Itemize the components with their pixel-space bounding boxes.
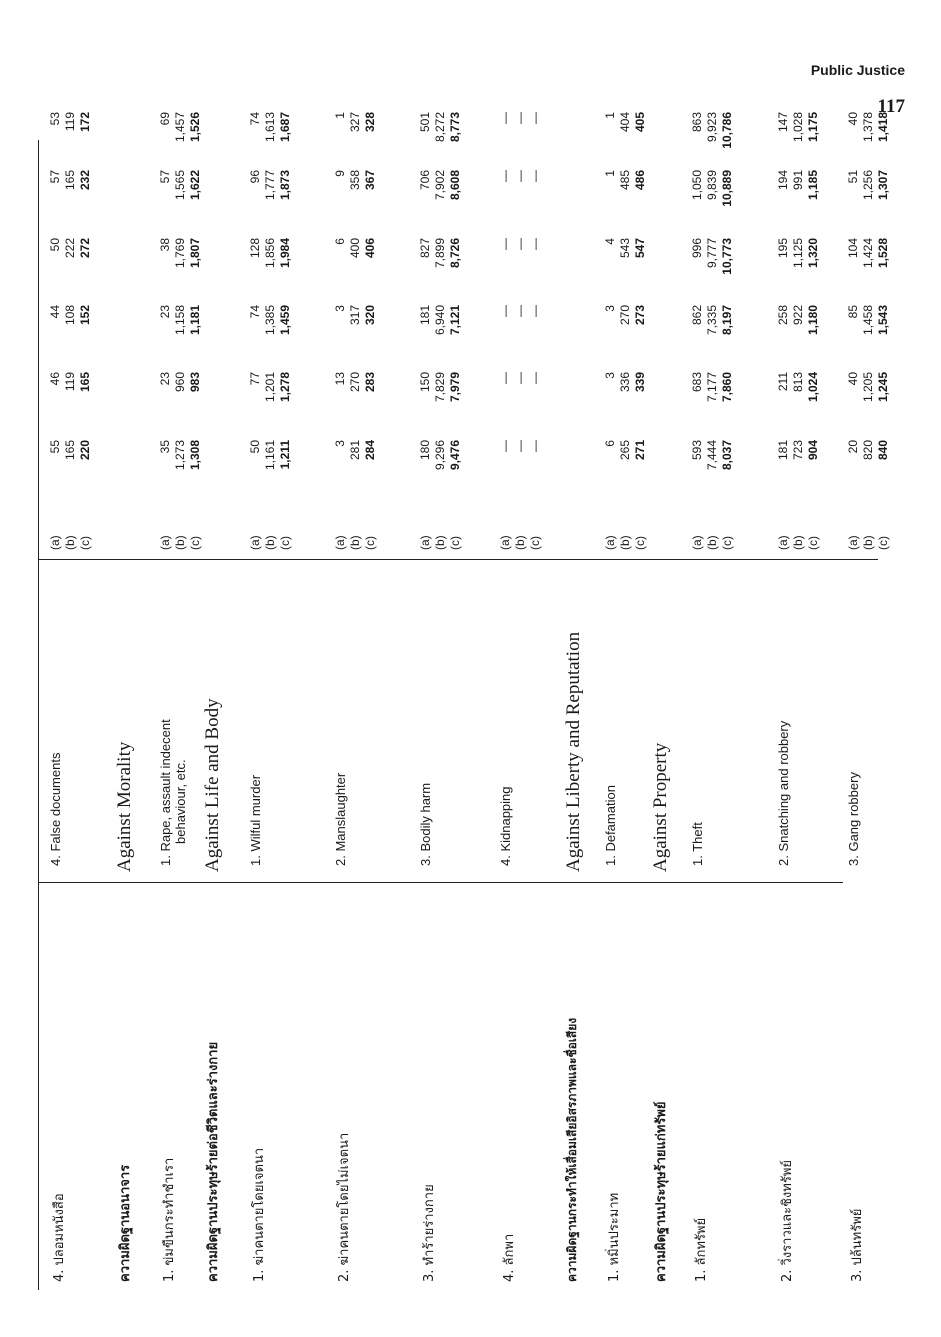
value-a: 1 (603, 112, 617, 119)
row-label-english: 1. Defamation (603, 785, 618, 866)
value-b: 1,125 (791, 238, 805, 269)
sublabel-c: (c) (448, 536, 462, 550)
value-a: 40 (846, 112, 860, 126)
value-total: 1,211 (278, 440, 292, 470)
values-col-6 (846, 112, 891, 182)
heading-thai: ความผิดฐานอนาจาร (118, 1164, 133, 1282)
values-col-4 (158, 238, 203, 318)
value-total: — (528, 112, 542, 124)
heading-english: Against Liberty and Reputation (563, 631, 584, 872)
value-b: 108 (63, 305, 77, 326)
value-b: 1,457 (173, 112, 187, 143)
value-b: 9,296 (433, 440, 447, 471)
values-col-6 (690, 112, 735, 182)
value-b: 543 (618, 238, 632, 259)
value-a: 181 (418, 305, 432, 326)
value-b: 9,777 (705, 238, 719, 269)
table-top-rule (38, 140, 39, 1290)
row-label-english: 4. Kidnapping (498, 786, 513, 866)
value-a: 96 (248, 170, 262, 184)
statistics-table (38, 112, 890, 1290)
value-b: 7,444 (705, 440, 719, 471)
sublabel-a: (a) (418, 535, 432, 550)
value-a: 51 (846, 170, 860, 184)
row-sublabels (158, 520, 203, 550)
value-a: 53 (48, 112, 62, 126)
value-total: 406 (363, 238, 377, 259)
value-b: 991 (791, 170, 805, 191)
value-b: 922 (791, 305, 805, 326)
value-b: 1,856 (263, 238, 277, 269)
value-a: 863 (690, 112, 704, 133)
value-a: 3 (333, 305, 347, 312)
value-a: 3 (603, 372, 617, 379)
value-total: 8,037 (720, 440, 734, 471)
value-b: 1,256 (861, 170, 875, 201)
value-a: 258 (776, 305, 790, 326)
sublabel-c: (c) (633, 536, 647, 550)
sublabel-a: (a) (158, 535, 172, 550)
value-total: 1,175 (806, 112, 820, 143)
value-a: 593 (690, 440, 704, 461)
value-a: 46 (48, 372, 62, 386)
sublabel-a: (a) (690, 535, 704, 550)
heading-english: Against Property (650, 742, 671, 872)
value-total: 10,786 (720, 112, 734, 149)
values-col-6 (158, 112, 203, 182)
value-a: 1,050 (690, 170, 704, 201)
value-a: — (498, 305, 512, 317)
value-a: 4 (603, 238, 617, 245)
values-col-5 (48, 170, 93, 250)
value-b: 7,902 (433, 170, 447, 201)
sublabel-a: (a) (776, 535, 790, 550)
value-b: — (513, 238, 527, 250)
value-a: 996 (690, 238, 704, 259)
value-a: 74 (248, 305, 262, 319)
values-col-4 (418, 238, 463, 318)
value-a: 150 (418, 372, 432, 393)
value-b: 9,839 (705, 170, 719, 201)
value-b: 1,565 (173, 170, 187, 201)
row-label-english: 3. Bodily harm (418, 782, 433, 866)
sublabel-b: (b) (705, 535, 719, 550)
value-a: — (498, 238, 512, 250)
row-label-thai: 4. ลักพา (502, 1233, 517, 1282)
value-a: 181 (776, 440, 790, 461)
row-label-thai: 1. ข่มขืนกระทำชำเรา (162, 1157, 177, 1282)
value-b: — (513, 112, 527, 124)
value-total: 1,418 (876, 112, 890, 143)
value-a: 69 (158, 112, 172, 126)
value-total: 1,320 (806, 238, 820, 269)
sublabel-b: (b) (173, 535, 187, 550)
value-total: 152 (78, 305, 92, 326)
values-col-4 (690, 238, 735, 318)
value-b: 1,424 (861, 238, 875, 269)
value-total: 1,024 (806, 372, 820, 403)
sublabel-b: (b) (348, 535, 362, 550)
value-total: 8,773 (448, 112, 462, 143)
value-total: 1,185 (806, 170, 820, 201)
row-label-thai: 1. ฆ่าคนตายโดยเจตนา (252, 1147, 267, 1282)
value-b: 281 (348, 440, 362, 461)
sublabel-a: (a) (248, 535, 262, 550)
value-a: 35 (158, 440, 172, 454)
value-b: 1,613 (263, 112, 277, 143)
value-total: 1,181 (188, 305, 202, 336)
value-a: 6 (603, 440, 617, 447)
row-sublabels (690, 520, 735, 550)
value-total: 1,180 (806, 305, 820, 336)
value-total: 1,245 (876, 372, 890, 403)
row-label-english: 1. Wilful murder (248, 774, 263, 866)
values-col-6 (333, 112, 378, 182)
value-b: 270 (348, 372, 362, 393)
value-b: 820 (861, 440, 875, 461)
value-a: 706 (418, 170, 432, 191)
value-total: — (528, 440, 542, 452)
value-b: 1,777 (263, 170, 277, 201)
heading-english: Against Morality (114, 741, 135, 872)
sublabel-c: (c) (363, 536, 377, 550)
value-total: 7,860 (720, 372, 734, 403)
row-sublabels (498, 520, 543, 550)
value-a: 180 (418, 440, 432, 461)
value-b: 1,201 (263, 372, 277, 403)
value-total: — (528, 170, 542, 182)
value-a: 3 (603, 305, 617, 312)
value-total: 328 (363, 112, 377, 133)
row-label-english (158, 719, 188, 866)
value-a: 147 (776, 112, 790, 133)
value-b: 960 (173, 372, 187, 393)
value-a: — (498, 170, 512, 182)
values-col-4 (333, 238, 378, 318)
values-col-1 (418, 440, 463, 520)
value-b: 222 (63, 238, 77, 259)
sublabel-b: (b) (513, 535, 527, 550)
value-a: 9 (333, 170, 347, 177)
value-total: 320 (363, 305, 377, 326)
sublabel-b: (b) (861, 535, 875, 550)
value-total: 367 (363, 170, 377, 191)
value-b: 6,940 (433, 305, 447, 336)
value-b: 8,272 (433, 112, 447, 143)
values-col-6 (418, 112, 463, 182)
value-b: 317 (348, 305, 362, 326)
value-a: 57 (48, 170, 62, 184)
value-a: — (498, 112, 512, 124)
value-a: 1 (333, 112, 347, 119)
value-total: — (528, 305, 542, 317)
value-a: 74 (248, 112, 262, 126)
sublabel-c: (c) (78, 536, 92, 550)
row-label-thai: 3. ทำร้ายร่างกาย (422, 1184, 437, 1282)
values-col-4 (248, 238, 293, 318)
values-col-6 (498, 112, 543, 182)
value-total: 8,197 (720, 305, 734, 336)
value-b: 1,161 (263, 440, 277, 471)
sublabel-b: (b) (791, 535, 805, 550)
row-label-thai: 2. ฆ่าคนตายโดยไม่เจตนา (337, 1132, 352, 1282)
value-b: 7,899 (433, 238, 447, 269)
sublabel-c: (c) (278, 536, 292, 550)
value-b: — (513, 440, 527, 452)
sublabel-b: (b) (433, 535, 447, 550)
value-b: 1,205 (861, 372, 875, 403)
sublabel-b: (b) (63, 535, 77, 550)
values-col-1 (248, 440, 293, 520)
value-b: 7,335 (705, 305, 719, 336)
value-total: 339 (633, 372, 647, 393)
row-sublabels (776, 520, 821, 550)
value-a: 862 (690, 305, 704, 326)
value-b: 1,273 (173, 440, 187, 471)
value-b: 327 (348, 112, 362, 133)
value-a: 23 (158, 372, 172, 386)
value-b: 1,458 (861, 305, 875, 336)
value-total: 405 (633, 112, 647, 133)
values-col-1 (158, 440, 203, 520)
value-total: 232 (78, 170, 92, 191)
row-label-english-line1: 1. Rape, assault indecent (158, 719, 173, 866)
column-rule-thai-english (38, 882, 843, 883)
sublabel-a: (a) (333, 535, 347, 550)
column-rule-labels-values (38, 559, 878, 560)
value-b: 723 (791, 440, 805, 461)
values-col-4 (48, 238, 93, 318)
row-label-english: 2. Snatching and robbery (776, 720, 791, 866)
values-col-5 (498, 170, 543, 250)
sublabel-b: (b) (618, 535, 632, 550)
value-a: 6 (333, 238, 347, 245)
row-sublabels (846, 520, 891, 550)
values-col-1 (690, 440, 735, 520)
values-col-5 (776, 170, 821, 250)
value-a: — (498, 440, 512, 452)
value-b: 358 (348, 170, 362, 191)
row-sublabels (418, 520, 463, 550)
value-a: 827 (418, 238, 432, 259)
values-col-5 (158, 170, 203, 250)
value-b: 404 (618, 112, 632, 133)
values-col-4 (776, 238, 821, 318)
value-a: 20 (846, 440, 860, 454)
value-a: 50 (48, 238, 62, 252)
row-sublabels (48, 520, 93, 550)
value-a: — (498, 372, 512, 384)
value-b: 119 (63, 112, 77, 132)
row-sublabels (603, 520, 648, 550)
value-a: 128 (248, 238, 262, 259)
row-label-english: 3. Gang robbery (846, 772, 861, 866)
value-b: 336 (618, 372, 632, 393)
value-b: — (513, 372, 527, 384)
value-a: 195 (776, 238, 790, 259)
sublabel-a: (a) (498, 535, 512, 550)
heading-thai: ความผิดฐานประทุษร้ายแก่ทรัพย์ (654, 1101, 669, 1282)
value-b: 119 (63, 372, 77, 392)
sublabel-a: (a) (603, 535, 617, 550)
values-col-5 (690, 170, 735, 250)
value-total: 1,984 (278, 238, 292, 269)
values-col-6 (48, 112, 93, 182)
values-col-5 (418, 170, 463, 250)
value-b: — (513, 170, 527, 182)
value-total: 1,807 (188, 238, 202, 269)
value-a: 194 (776, 170, 790, 191)
value-b: 7,829 (433, 372, 447, 403)
value-total: 1,307 (876, 170, 890, 201)
row-label-english: 1. Theft (690, 822, 705, 866)
values-col-1 (498, 440, 543, 520)
value-total: 1,687 (278, 112, 292, 143)
value-total: 547 (633, 238, 647, 259)
values-col-4 (846, 238, 891, 318)
row-label-english: 2. Manslaughter (333, 772, 348, 866)
value-total: 904 (806, 440, 820, 461)
value-a: 38 (158, 238, 172, 252)
value-total: 283 (363, 372, 377, 393)
value-total: 10,773 (720, 238, 734, 275)
running-header-section: Public Justice (810, 62, 905, 78)
value-b: 485 (618, 170, 632, 191)
value-total: 1,278 (278, 372, 292, 403)
sublabel-a: (a) (48, 535, 62, 550)
value-a: 683 (690, 372, 704, 393)
values-col-1 (48, 440, 93, 520)
value-total: 1,459 (278, 305, 292, 336)
values-col-5 (248, 170, 293, 250)
values-col-4 (498, 238, 543, 318)
value-a: 211 (776, 372, 790, 392)
value-b: 7,177 (705, 372, 719, 403)
value-b: 9,923 (705, 112, 719, 143)
value-total: 840 (876, 440, 890, 461)
row-label-english-line2: behaviour, etc. (173, 759, 188, 844)
value-total: 165 (78, 372, 92, 393)
sublabel-c: (c) (528, 536, 542, 550)
row-label-thai: 3. ปล้นทรัพย์ (850, 1208, 865, 1282)
sublabel-c: (c) (188, 536, 202, 550)
value-a: 44 (48, 305, 62, 319)
value-total: — (528, 238, 542, 250)
values-col-1 (776, 440, 821, 520)
value-total: 10,889 (720, 170, 734, 207)
values-col-1 (603, 440, 648, 520)
value-b: 265 (618, 440, 632, 461)
value-a: 40 (846, 372, 860, 386)
heading-thai: ความผิดฐานกระทำให้เสื่อมเสียอิสรภาพและชื่อเสียง (565, 1017, 579, 1282)
sublabel-c: (c) (720, 536, 734, 550)
value-total: 1,526 (188, 112, 202, 143)
row-label-english: 4. False documents (48, 752, 63, 866)
rotated-table-block (38, 112, 890, 1290)
heading-thai: ความผิดฐานประทุษร้ายต่อชีวิตและร่างกาย (206, 1041, 221, 1282)
value-a: 104 (846, 238, 860, 259)
value-total: 1,543 (876, 305, 890, 336)
value-b: 1,378 (861, 112, 875, 143)
value-total: 284 (363, 440, 377, 461)
row-label-thai: 1. หมิ่นประมาท (607, 1192, 622, 1282)
values-col-5 (333, 170, 378, 250)
value-b: 165 (63, 440, 77, 461)
value-a: 13 (333, 372, 347, 386)
value-total: 7,979 (448, 372, 462, 403)
value-a: 50 (248, 440, 262, 454)
values-col-1 (846, 440, 891, 520)
value-a: 23 (158, 305, 172, 319)
value-total: 8,726 (448, 238, 462, 269)
value-total: 273 (633, 305, 647, 326)
sublabel-b: (b) (263, 535, 277, 550)
values-col-6 (603, 112, 648, 182)
row-sublabels (248, 520, 293, 550)
value-total: 172 (78, 112, 92, 133)
value-total: 1,308 (188, 440, 202, 471)
value-b: 270 (618, 305, 632, 326)
value-total: 1,528 (876, 238, 890, 269)
values-col-5 (846, 170, 891, 250)
sublabel-a: (a) (846, 535, 860, 550)
value-a: 55 (48, 440, 62, 454)
values-col-4 (603, 238, 648, 318)
value-b: 1,028 (791, 112, 805, 143)
value-a: 57 (158, 170, 172, 184)
value-b: — (513, 305, 527, 317)
value-a: 1 (603, 170, 617, 177)
values-col-6 (776, 112, 821, 182)
values-col-6 (248, 112, 293, 182)
value-b: 1,769 (173, 238, 187, 269)
value-total: 220 (78, 440, 92, 461)
value-a: 501 (418, 112, 432, 133)
page-number: 117 (877, 96, 905, 117)
value-b: 165 (63, 170, 77, 191)
value-total: 486 (633, 170, 647, 191)
value-total: 272 (78, 238, 92, 259)
value-total: 7,121 (448, 305, 462, 336)
row-label-thai: 1. ลักทรัพย์ (694, 1217, 709, 1282)
value-a: 85 (846, 305, 860, 319)
value-a: 3 (333, 440, 347, 447)
row-sublabels (333, 520, 378, 550)
row-label-thai: 2. วิ่งราวและชิงทรัพย์ (780, 1159, 795, 1282)
values-col-5 (603, 170, 648, 250)
value-total: 1,873 (278, 170, 292, 201)
value-total: 8,608 (448, 170, 462, 201)
value-total: — (528, 372, 542, 384)
value-b: 813 (791, 372, 805, 393)
value-total: 271 (633, 440, 647, 461)
value-b: 1,385 (263, 305, 277, 336)
sublabel-c: (c) (806, 536, 820, 550)
value-total: 1,622 (188, 170, 202, 201)
sublabel-c: (c) (876, 536, 890, 550)
value-a: 77 (248, 372, 262, 386)
row-label-thai: 4. ปลอมหนังสือ (52, 1193, 67, 1282)
value-total: 9,476 (448, 440, 462, 471)
heading-english: Against Life and Body (202, 698, 223, 872)
value-b: 400 (348, 238, 362, 259)
value-total: 983 (188, 372, 202, 393)
value-b: 1,158 (173, 305, 187, 336)
values-col-1 (333, 440, 378, 520)
